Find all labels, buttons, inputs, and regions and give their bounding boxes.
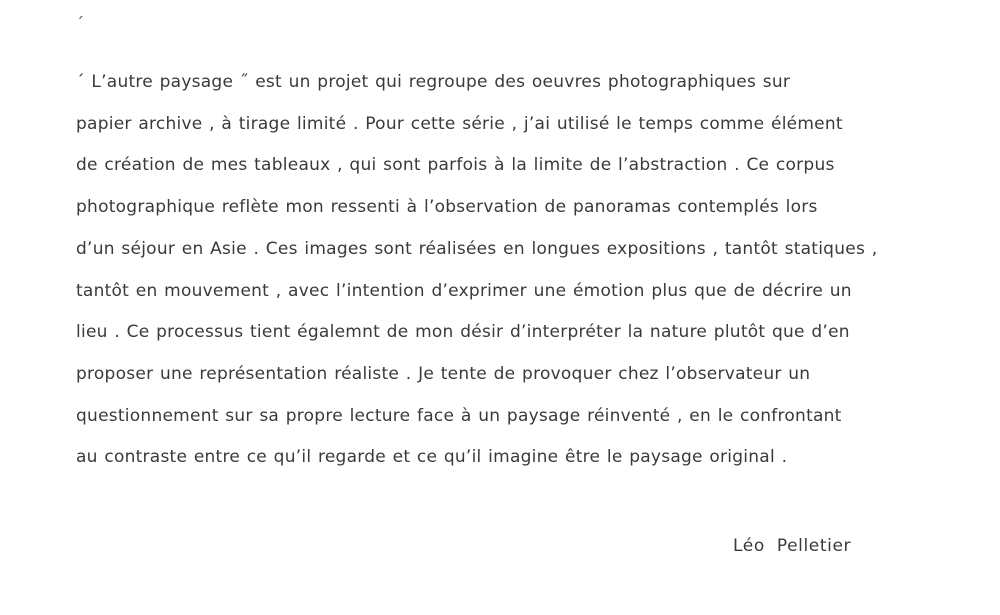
paragraph-line: photographique reflète mon ressenti à l’observation de panoramas contemplés lors — [76, 197, 818, 218]
paragraph-line: lieu . Ce processus tient égalemnt de mon désir d’interpréter la nature plutôt que d’en — [76, 322, 850, 343]
paragraph-line: de création de mes tableaux , qui sont parfois à la limite de l’abstraction . Ce corpus — [76, 155, 835, 176]
paragraph-line: d’un séjour en Asie . Ces images sont réalisées en longues expositions , tantôt statiques , — [76, 238, 878, 259]
artist-statement-paragraph — [76, 62, 976, 479]
author-signature: Léo Pelletier — [733, 536, 852, 556]
paragraph-line: papier archive , à tirage limité . Pour cette série , j’ai utilisé le temps comme élément — [76, 113, 843, 134]
stray-accent-mark: ´ — [76, 14, 84, 33]
paragraph-line: tantôt en mouvement , avec l’intention d’exprimer une émotion plus que de décrire un — [76, 280, 852, 301]
paragraph-line: au contraste entre ce qu’il regarde et ce qu’il imagine être le paysage original . — [76, 447, 788, 468]
paragraph-line: questionnement sur sa propre lecture face à un paysage réinventé , en le confrontant — [76, 405, 842, 426]
paragraph-line: proposer une représentation réaliste . Je tente de provoquer chez l’observateur un — [76, 363, 811, 384]
paragraph-line: ´ L’autre paysage ˝ est un projet qui regroupe des oeuvres photographiques sur — [76, 72, 791, 92]
